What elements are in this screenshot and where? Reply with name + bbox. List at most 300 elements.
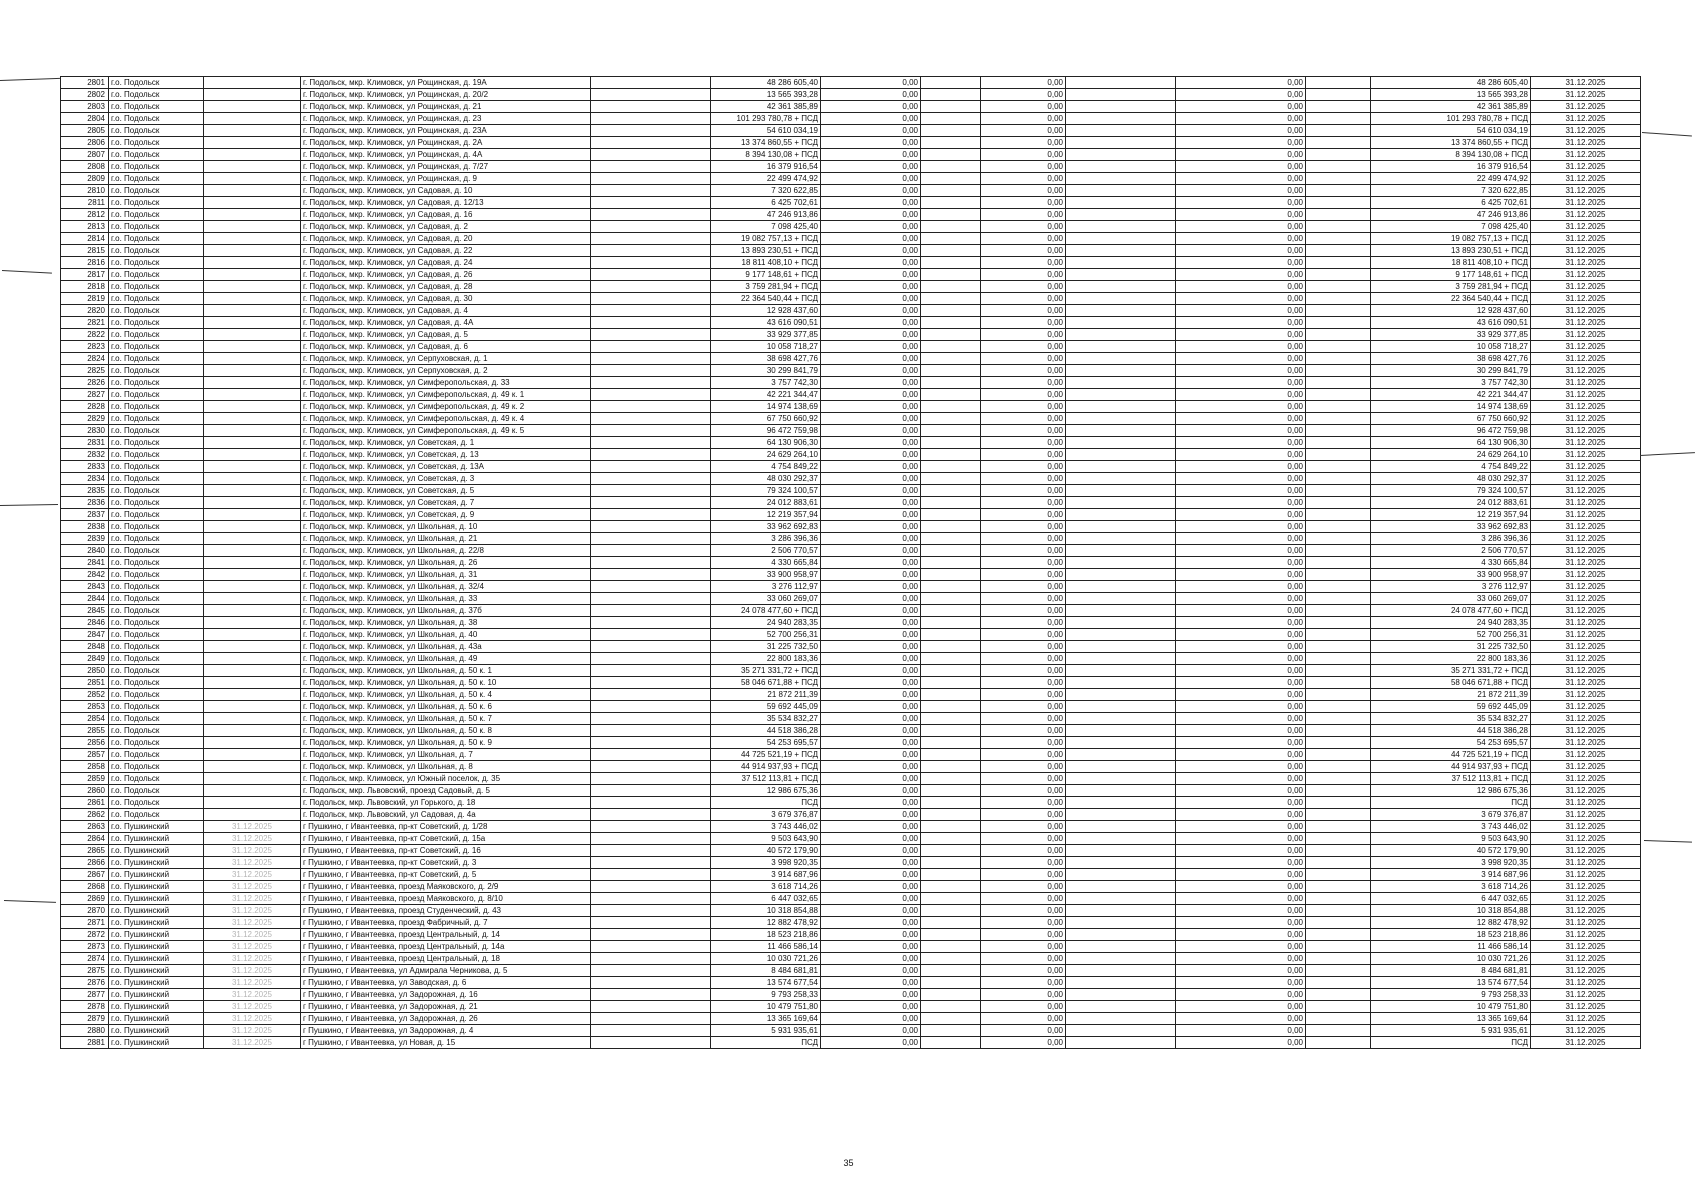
blank-3 — [1306, 137, 1371, 149]
municipality: г.о. Пушкинский — [109, 941, 204, 953]
date-cell — [204, 713, 301, 725]
deadline: 31.12.2025 — [1531, 353, 1641, 365]
amount-3: 0,00 — [1176, 653, 1306, 665]
total-cost-repeat: ПСД — [1371, 797, 1531, 809]
blank-3 — [1306, 749, 1371, 761]
total-cost: 24 012 883,61 — [711, 497, 821, 509]
blank-3 — [1306, 377, 1371, 389]
blank-2 — [1066, 401, 1176, 413]
municipality: г.о. Подольск — [109, 401, 204, 413]
amount-2: 0,00 — [981, 905, 1066, 917]
row-number: 2868 — [61, 881, 109, 893]
amount-1: 0,00 — [821, 77, 921, 89]
amount-1: 0,00 — [821, 497, 921, 509]
blank-1 — [921, 977, 981, 989]
total-cost-repeat: 3 276 112,97 — [1371, 581, 1531, 593]
table-row — [61, 353, 1641, 365]
blank-2 — [1066, 101, 1176, 113]
blank-2 — [1066, 869, 1176, 881]
blank-2 — [1066, 281, 1176, 293]
blank-2 — [1066, 317, 1176, 329]
blank-3 — [1306, 785, 1371, 797]
blank-2 — [1066, 905, 1176, 917]
blank-1 — [921, 185, 981, 197]
blank-1 — [921, 1001, 981, 1013]
date-cell: 31.12.2025 — [204, 833, 301, 845]
total-cost: ПСД — [711, 1037, 821, 1049]
date-cell — [204, 293, 301, 305]
municipality: г.о. Подольск — [109, 101, 204, 113]
blank-3 — [1306, 425, 1371, 437]
municipality: г.о. Подольск — [109, 797, 204, 809]
amount-3: 0,00 — [1176, 101, 1306, 113]
amount-1: 0,00 — [821, 317, 921, 329]
total-cost-repeat: 30 299 841,79 — [1371, 365, 1531, 377]
amount-3: 0,00 — [1176, 1001, 1306, 1013]
amount-2: 0,00 — [981, 77, 1066, 89]
total-cost: 37 512 113,81 + ПСД — [711, 773, 821, 785]
date-cell — [204, 653, 301, 665]
blank-3 — [1306, 737, 1371, 749]
table-row — [61, 665, 1641, 677]
row-number: 2801 — [61, 77, 109, 89]
address-duplicate — [591, 485, 711, 497]
amount-2: 0,00 — [981, 353, 1066, 365]
address-duplicate — [591, 929, 711, 941]
table-row — [61, 461, 1641, 473]
blank-1 — [921, 641, 981, 653]
amount-3: 0,00 — [1176, 593, 1306, 605]
address-duplicate — [591, 137, 711, 149]
amount-1: 0,00 — [821, 701, 921, 713]
municipality: г.о. Пушкинский — [109, 821, 204, 833]
amount-1: 0,00 — [821, 197, 921, 209]
blank-3 — [1306, 941, 1371, 953]
total-cost: 13 574 677,54 — [711, 977, 821, 989]
amount-2: 0,00 — [981, 269, 1066, 281]
amount-1: 0,00 — [821, 845, 921, 857]
blank-1 — [921, 557, 981, 569]
blank-3 — [1306, 161, 1371, 173]
address-duplicate — [591, 677, 711, 689]
amount-3: 0,00 — [1176, 161, 1306, 173]
total-cost: 44 518 386,28 — [711, 725, 821, 737]
row-number: 2814 — [61, 233, 109, 245]
municipality: г.о. Подольск — [109, 785, 204, 797]
total-cost: 44 914 937,93 + ПСД — [711, 761, 821, 773]
amount-1: 0,00 — [821, 161, 921, 173]
document-sheet — [60, 76, 1640, 1049]
total-cost: 24 078 477,60 + ПСД — [711, 605, 821, 617]
row-number: 2848 — [61, 641, 109, 653]
blank-2 — [1066, 497, 1176, 509]
address: г Пушкино, г Ивантеевка, проезд Студенческий, д. 43 — [301, 905, 591, 917]
address-duplicate — [591, 161, 711, 173]
address: г. Подольск, мкр. Климовск, ул Садовая, д. 20 — [301, 233, 591, 245]
table-row — [61, 281, 1641, 293]
municipality: г.о. Пушкинский — [109, 1037, 204, 1049]
address: г. Подольск, мкр. Климовск, ул Серпуховская, д. 2 — [301, 365, 591, 377]
total-cost-repeat: 14 974 138,69 — [1371, 401, 1531, 413]
table-row — [61, 809, 1641, 821]
amount-3: 0,00 — [1176, 965, 1306, 977]
date-cell — [204, 449, 301, 461]
total-cost-repeat: 24 629 264,10 — [1371, 449, 1531, 461]
total-cost: 12 882 478,92 — [711, 917, 821, 929]
address-duplicate — [591, 725, 711, 737]
amount-3: 0,00 — [1176, 473, 1306, 485]
date-cell — [204, 797, 301, 809]
total-cost-repeat: 16 379 916,54 — [1371, 161, 1531, 173]
address: г. Подольск, мкр. Климовск, ул Рощинская, д. 9 — [301, 173, 591, 185]
blank-3 — [1306, 89, 1371, 101]
table-row — [61, 185, 1641, 197]
row-number: 2866 — [61, 857, 109, 869]
deadline: 31.12.2025 — [1531, 161, 1641, 173]
blank-1 — [921, 425, 981, 437]
row-number: 2824 — [61, 353, 109, 365]
row-number: 2856 — [61, 737, 109, 749]
address: г. Подольск, мкр. Климовск, ул Школьная, д. 50 к. 10 — [301, 677, 591, 689]
deadline: 31.12.2025 — [1531, 437, 1641, 449]
amount-1: 0,00 — [821, 797, 921, 809]
address: г Пушкино, г Ивантеевка, ул Заводская, д. 6 — [301, 977, 591, 989]
amount-1: 0,00 — [821, 101, 921, 113]
deadline: 31.12.2025 — [1531, 533, 1641, 545]
municipality: г.о. Подольск — [109, 737, 204, 749]
date-cell: 31.12.2025 — [204, 893, 301, 905]
blank-2 — [1066, 305, 1176, 317]
total-cost-repeat: 22 364 540,44 + ПСД — [1371, 293, 1531, 305]
blank-2 — [1066, 269, 1176, 281]
address: г Пушкино, г Ивантеевка, проезд Маяковского, д. 2/9 — [301, 881, 591, 893]
table-row — [61, 701, 1641, 713]
deadline: 31.12.2025 — [1531, 209, 1641, 221]
blank-2 — [1066, 149, 1176, 161]
municipality: г.о. Подольск — [109, 125, 204, 137]
blank-3 — [1306, 893, 1371, 905]
blank-2 — [1066, 569, 1176, 581]
deadline: 31.12.2025 — [1531, 761, 1641, 773]
blank-1 — [921, 365, 981, 377]
address: г. Подольск, мкр. Климовск, ул Садовая, д. 6 — [301, 341, 591, 353]
blank-2 — [1066, 389, 1176, 401]
blank-2 — [1066, 125, 1176, 137]
amount-3: 0,00 — [1176, 785, 1306, 797]
deadline: 31.12.2025 — [1531, 269, 1641, 281]
total-cost: 33 900 958,97 — [711, 569, 821, 581]
blank-3 — [1306, 401, 1371, 413]
table-row — [61, 221, 1641, 233]
amount-3: 0,00 — [1176, 533, 1306, 545]
amount-2: 0,00 — [981, 245, 1066, 257]
total-cost-repeat: 3 618 714,26 — [1371, 881, 1531, 893]
blank-3 — [1306, 341, 1371, 353]
blank-3 — [1306, 881, 1371, 893]
row-number: 2822 — [61, 329, 109, 341]
deadline: 31.12.2025 — [1531, 149, 1641, 161]
blank-3 — [1306, 821, 1371, 833]
blank-3 — [1306, 545, 1371, 557]
deadline: 31.12.2025 — [1531, 845, 1641, 857]
blank-2 — [1066, 917, 1176, 929]
table-row — [61, 569, 1641, 581]
amount-3: 0,00 — [1176, 113, 1306, 125]
blank-1 — [921, 605, 981, 617]
address-duplicate — [591, 605, 711, 617]
amount-2: 0,00 — [981, 845, 1066, 857]
table-row — [61, 617, 1641, 629]
amount-2: 0,00 — [981, 617, 1066, 629]
amount-2: 0,00 — [981, 497, 1066, 509]
row-number: 2810 — [61, 185, 109, 197]
table-row — [61, 713, 1641, 725]
blank-1 — [921, 965, 981, 977]
deadline: 31.12.2025 — [1531, 1001, 1641, 1013]
blank-1 — [921, 881, 981, 893]
address: г Пушкино, г Ивантеевка, ул Задорожная, д. 4 — [301, 1025, 591, 1037]
total-cost-repeat: 12 928 437,60 — [1371, 305, 1531, 317]
blank-2 — [1066, 473, 1176, 485]
blank-1 — [921, 413, 981, 425]
date-cell — [204, 125, 301, 137]
address: г. Подольск, мкр. Климовск, ул Советская, д. 3 — [301, 473, 591, 485]
address-duplicate — [591, 269, 711, 281]
blank-2 — [1066, 329, 1176, 341]
blank-3 — [1306, 185, 1371, 197]
scan-stroke — [1642, 132, 1692, 136]
total-cost-repeat: 13 574 677,54 — [1371, 977, 1531, 989]
blank-3 — [1306, 305, 1371, 317]
municipality: г.о. Подольск — [109, 245, 204, 257]
table-row — [61, 1025, 1641, 1037]
amount-2: 0,00 — [981, 173, 1066, 185]
row-number: 2815 — [61, 245, 109, 257]
total-cost-repeat: 24 078 477,60 + ПСД — [1371, 605, 1531, 617]
table-row — [61, 725, 1641, 737]
address-duplicate — [591, 917, 711, 929]
total-cost: 35 271 331,72 + ПСД — [711, 665, 821, 677]
address: г. Подольск, мкр. Климовск, ул Садовая, д. 12/13 — [301, 197, 591, 209]
address: г. Подольск, мкр. Климовск, ул Рощинская, д. 2А — [301, 137, 591, 149]
blank-3 — [1306, 557, 1371, 569]
blank-2 — [1066, 653, 1176, 665]
total-cost-repeat: 33 900 958,97 — [1371, 569, 1531, 581]
total-cost-repeat: 10 318 854,88 — [1371, 905, 1531, 917]
total-cost-repeat: 13 565 393,28 — [1371, 89, 1531, 101]
amount-2: 0,00 — [981, 137, 1066, 149]
blank-3 — [1306, 221, 1371, 233]
municipality: г.о. Подольск — [109, 281, 204, 293]
total-cost-repeat: 44 914 937,93 + ПСД — [1371, 761, 1531, 773]
municipality: г.о. Подольск — [109, 353, 204, 365]
blank-2 — [1066, 545, 1176, 557]
municipality: г.о. Подольск — [109, 641, 204, 653]
deadline: 31.12.2025 — [1531, 1025, 1641, 1037]
amount-3: 0,00 — [1176, 905, 1306, 917]
total-cost: 40 572 179,90 — [711, 845, 821, 857]
amount-1: 0,00 — [821, 221, 921, 233]
address-duplicate — [591, 989, 711, 1001]
table-row — [61, 161, 1641, 173]
municipality: г.о. Подольск — [109, 269, 204, 281]
address: г. Подольск, мкр. Климовск, ул Школьная, д. 50 к. 7 — [301, 713, 591, 725]
row-number: 2870 — [61, 905, 109, 917]
table-row — [61, 533, 1641, 545]
municipality: г.о. Подольск — [109, 137, 204, 149]
blank-1 — [921, 797, 981, 809]
table-row — [61, 1013, 1641, 1025]
row-number: 2840 — [61, 545, 109, 557]
total-cost-repeat: 18 811 408,10 + ПСД — [1371, 257, 1531, 269]
address: г Пушкино, г Ивантеевка, ул Новая, д. 15 — [301, 1037, 591, 1049]
municipality: г.о. Подольск — [109, 461, 204, 473]
blank-1 — [921, 617, 981, 629]
municipality: г.о. Пушкинский — [109, 929, 204, 941]
deadline: 31.12.2025 — [1531, 641, 1641, 653]
blank-3 — [1306, 353, 1371, 365]
address: г. Подольск, мкр. Климовск, ул Симферопольская, д. 33 — [301, 377, 591, 389]
amount-3: 0,00 — [1176, 725, 1306, 737]
amount-2: 0,00 — [981, 365, 1066, 377]
blank-3 — [1306, 833, 1371, 845]
amount-1: 0,00 — [821, 881, 921, 893]
total-cost-repeat: 33 962 692,83 — [1371, 521, 1531, 533]
date-cell: 31.12.2025 — [204, 845, 301, 857]
address-duplicate — [591, 425, 711, 437]
deadline: 31.12.2025 — [1531, 497, 1641, 509]
blank-1 — [921, 1025, 981, 1037]
total-cost-repeat: 44 725 521,19 + ПСД — [1371, 749, 1531, 761]
scan-stroke — [2, 270, 52, 274]
deadline: 31.12.2025 — [1531, 557, 1641, 569]
address-duplicate — [591, 1001, 711, 1013]
amount-2: 0,00 — [981, 485, 1066, 497]
amount-3: 0,00 — [1176, 89, 1306, 101]
amount-1: 0,00 — [821, 929, 921, 941]
blank-1 — [921, 101, 981, 113]
total-cost-repeat: 58 046 671,88 + ПСД — [1371, 677, 1531, 689]
total-cost: 59 692 445,09 — [711, 701, 821, 713]
row-number: 2847 — [61, 629, 109, 641]
amount-1: 0,00 — [821, 257, 921, 269]
row-number: 2869 — [61, 893, 109, 905]
amount-2: 0,00 — [981, 641, 1066, 653]
amount-3: 0,00 — [1176, 269, 1306, 281]
amount-3: 0,00 — [1176, 329, 1306, 341]
address-duplicate — [591, 437, 711, 449]
municipality: г.о. Подольск — [109, 533, 204, 545]
amount-3: 0,00 — [1176, 773, 1306, 785]
total-cost: 33 060 269,07 — [711, 593, 821, 605]
date-cell: 31.12.2025 — [204, 941, 301, 953]
blank-1 — [921, 161, 981, 173]
deadline: 31.12.2025 — [1531, 77, 1641, 89]
amount-1: 0,00 — [821, 293, 921, 305]
address: г. Подольск, мкр. Климовск, ул Рощинская, д. 21 — [301, 101, 591, 113]
table-row — [61, 1037, 1641, 1049]
blank-1 — [921, 581, 981, 593]
total-cost-repeat: 19 082 757,13 + ПСД — [1371, 233, 1531, 245]
amount-1: 0,00 — [821, 857, 921, 869]
blank-1 — [921, 749, 981, 761]
date-cell — [204, 209, 301, 221]
date-cell — [204, 473, 301, 485]
blank-2 — [1066, 1037, 1176, 1049]
blank-1 — [921, 713, 981, 725]
total-cost: 35 534 832,27 — [711, 713, 821, 725]
blank-1 — [921, 485, 981, 497]
blank-3 — [1306, 677, 1371, 689]
blank-2 — [1066, 533, 1176, 545]
amount-2: 0,00 — [981, 161, 1066, 173]
row-number: 2881 — [61, 1037, 109, 1049]
blank-2 — [1066, 413, 1176, 425]
row-number: 2804 — [61, 113, 109, 125]
table-row — [61, 509, 1641, 521]
total-cost-repeat: 3 757 742,30 — [1371, 377, 1531, 389]
blank-3 — [1306, 857, 1371, 869]
total-cost: 33 929 377,85 — [711, 329, 821, 341]
deadline: 31.12.2025 — [1531, 449, 1641, 461]
amount-1: 0,00 — [821, 449, 921, 461]
amount-3: 0,00 — [1176, 869, 1306, 881]
deadline: 31.12.2025 — [1531, 257, 1641, 269]
total-cost-repeat: 43 616 090,51 — [1371, 317, 1531, 329]
address: г. Подольск, мкр. Климовск, ул Симферопольская, д. 49 к. 5 — [301, 425, 591, 437]
blank-1 — [921, 317, 981, 329]
total-cost: 11 466 586,14 — [711, 941, 821, 953]
municipality: г.о. Подольск — [109, 749, 204, 761]
blank-2 — [1066, 797, 1176, 809]
address-duplicate — [591, 353, 711, 365]
blank-2 — [1066, 665, 1176, 677]
row-number: 2858 — [61, 761, 109, 773]
total-cost: 3 757 742,30 — [711, 377, 821, 389]
address: г. Подольск, мкр. Климовск, ул Школьная, д. 33 — [301, 593, 591, 605]
deadline: 31.12.2025 — [1531, 125, 1641, 137]
total-cost-repeat: 12 986 675,36 — [1371, 785, 1531, 797]
blank-3 — [1306, 389, 1371, 401]
amount-3: 0,00 — [1176, 449, 1306, 461]
deadline: 31.12.2025 — [1531, 197, 1641, 209]
municipality: г.о. Пушкинский — [109, 869, 204, 881]
row-number: 2809 — [61, 173, 109, 185]
deadline: 31.12.2025 — [1531, 941, 1641, 953]
table-row — [61, 641, 1641, 653]
blank-2 — [1066, 173, 1176, 185]
blank-3 — [1306, 665, 1371, 677]
total-cost-repeat: 47 246 913,86 — [1371, 209, 1531, 221]
amount-2: 0,00 — [981, 317, 1066, 329]
blank-2 — [1066, 737, 1176, 749]
blank-3 — [1306, 101, 1371, 113]
deadline: 31.12.2025 — [1531, 617, 1641, 629]
address: г Пушкино, г Ивантеевка, ул Задорожная, д. 21 — [301, 1001, 591, 1013]
date-cell — [204, 89, 301, 101]
date-cell — [204, 581, 301, 593]
amount-3: 0,00 — [1176, 677, 1306, 689]
amount-1: 0,00 — [821, 305, 921, 317]
blank-1 — [921, 953, 981, 965]
blank-3 — [1306, 1001, 1371, 1013]
amount-3: 0,00 — [1176, 341, 1306, 353]
date-cell — [204, 437, 301, 449]
date-cell: 31.12.2025 — [204, 905, 301, 917]
total-cost: 18 811 408,10 + ПСД — [711, 257, 821, 269]
blank-1 — [921, 89, 981, 101]
table-row — [61, 905, 1641, 917]
